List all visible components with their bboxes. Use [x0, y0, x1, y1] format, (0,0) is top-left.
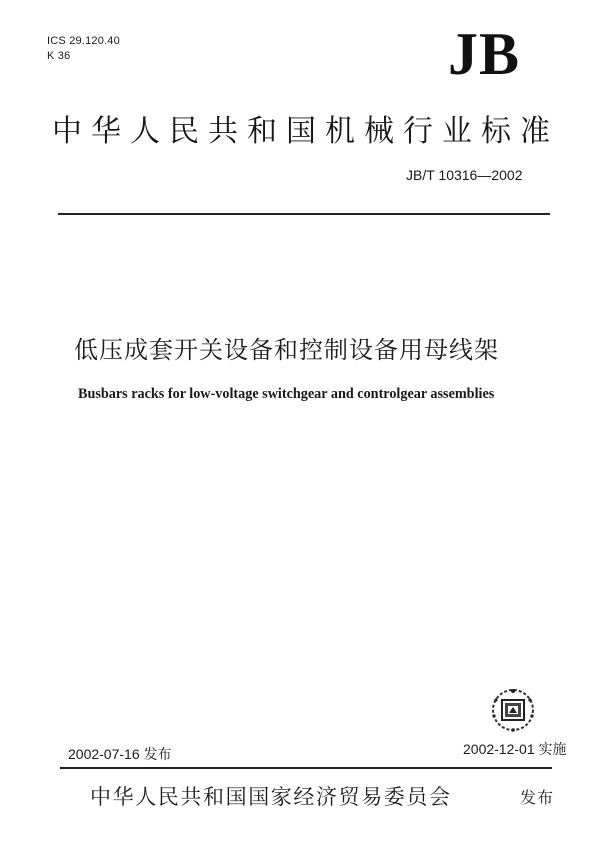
- publisher-seal-icon: [488, 686, 538, 734]
- standard-number: JB/T 10316—2002: [406, 167, 523, 183]
- issuing-label: 发布: [520, 788, 555, 807]
- document-title-en: Busbars racks for low-voltage switchgear and controlgear assemblies: [78, 386, 495, 402]
- publish-date: 2002-07-16 发布: [68, 746, 172, 762]
- seal-graphic: [488, 686, 538, 734]
- jb-logo: JB: [448, 21, 521, 87]
- bottom-divider: [60, 767, 552, 769]
- ics-code: ICS 29.120.40: [47, 35, 120, 47]
- document-title-cn: 低压成套开关设备和控制设备用母线架: [74, 336, 499, 364]
- standard-category: 中华人民共和国机械行业标准: [52, 114, 559, 149]
- class-code: K 36: [47, 50, 71, 62]
- implement-date: 2002-12-01 实施: [463, 741, 567, 757]
- top-divider: [58, 213, 550, 215]
- issuing-authority: 中华人民共和国国家经济贸易委员会: [90, 785, 452, 809]
- classification-codes: [47, 34, 120, 64]
